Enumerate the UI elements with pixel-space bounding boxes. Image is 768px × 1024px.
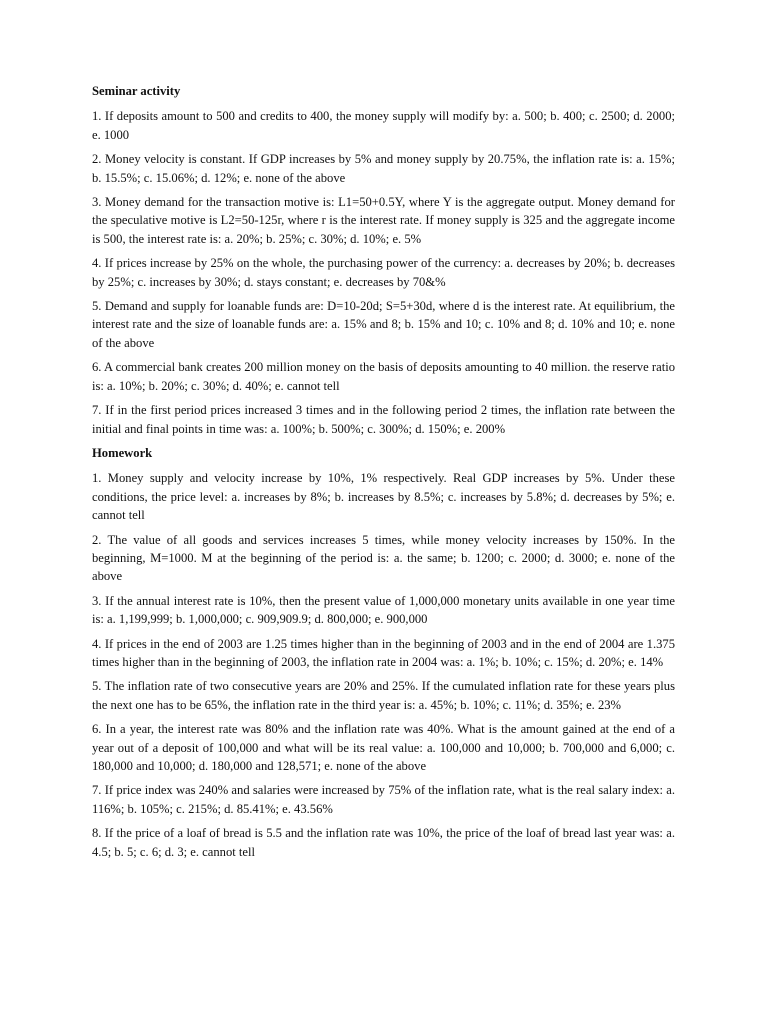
homework-question-7: 7. If price index was 240% and salaries were increased by 75% of the inflation rate, what is the real salary index: a. 116%; b. 105%; c. 215%; d. 85.41%; e. 43.56%: [92, 783, 675, 816]
homework-question-5: 5. The inflation rate of two consecutive years are 20% and 25%. If the cumulated inflation rate for these years plus the next one has to be 65%, the inflation rate in the third year is: a. 45%; b. 10%; c. 11%; d. 35%; e. 23%: [92, 679, 675, 712]
homework-question-6: 6. In a year, the interest rate was 80% and the inflation rate was 40%. What is the amount gained at the end of a year out of a deposit of 100,000 and what will be its real value: a. 100,000 and 10,000; b. 700,000 and 6,000; c. 180,000 and 10,000; d. 180,000 and 128,571; e. none of the above: [92, 722, 675, 773]
seminar-question-list: [92, 107, 675, 438]
seminar-question-3: 3. Money demand for the transaction motive is: L1=50+0.5Y, where Y is the aggregate output. Money demand for the speculative motive is L2=50-125r, where r is the interest rate. If money supply is 325 and the aggregate income is 500, the interest rate is: a. 20%; b. 25%; c. 30%; d. 10%; e. 5%: [92, 195, 675, 246]
homework-question-4: 4. If prices in the end of 2003 are 1.25 times higher than in the beginning of 2003 and in the end of 2004 are 1.375 times higher than in the beginning of 2003, the inflation rate in 2004 was: a. 1%; b. 10%; c. 15%; d. 20%; e. 14%: [92, 636, 675, 669]
section-heading-seminar: Seminar activity: [92, 84, 181, 98]
homework-question-2: 2. The value of all goods and services increases 5 times, while money velocity increases by 150%. In the beginning, M=1000. M at the beginning of the period is: a. the same; b. 1200; c. 2000; d. 3000; e. none of the above: [92, 532, 675, 584]
homework-question-list: [92, 469, 675, 861]
document-page: [92, 82, 675, 867]
seminar-question-4: 4. If prices increase by 25% on the whole, the purchasing power of the currency: a. decreases by 20%; b. decreases by 25%; c. increases by 30%; d. stays constant; e. decreases by 70&%: [92, 256, 675, 289]
seminar-question-7: 7. If in the first period prices increased 3 times and in the following period 2 times, the inflation rate between the initial and final points in time was: a. 100%; b. 500%; c. 300%; d. 150%; e. 200%: [92, 403, 675, 436]
seminar-question-1: 1. If deposits amount to 500 and credits to 400, the money supply will modify by: a. 500; b. 400; c. 2500; d. 2000; e. 1000: [92, 109, 675, 142]
homework-question-8: 8. If the price of a loaf of bread is 5.5 and the inflation rate was 10%, the price of the loaf of bread last year was: a. 4.5; b. 5; c. 6; d. 3; e. cannot tell: [92, 826, 675, 859]
seminar-question-2: 2. Money velocity is constant. If GDP increases by 5% and money supply by 20.75%, the inflation rate is: a. 15%; b. 15.5%; c. 15.06%; d. 12%; e. none of the above: [92, 152, 675, 185]
section-heading-homework: Homework: [92, 445, 153, 460]
homework-question-1: 1. Money supply and velocity increase by 10%, 1% respectively. Real GDP increases by 5%. Under these conditions, the price level: a. increases by 8%; b. increases by 8.5%; c. increases by 5.8%; d. decreases by 5%; e. cannot tell: [92, 471, 675, 523]
seminar-question-5: 5. Demand and supply for loanable funds are: D=10-20d; S=5+30d, where d is the interest rate. At equilibrium, the interest rate and the size of loanable funds are: a. 15% and 8; b. 15% and 10; c. 10% and 8; d. 10% and 10; e. none of the above: [92, 299, 675, 350]
homework-question-3: 3. If the annual interest rate is 10%, then the present value of 1,000,000 monetary units available in one year time is: a. 1,199,999; b. 1,000,000; c. 909,909.9; d. 800,000; e. 900,000: [92, 593, 675, 627]
seminar-question-6: 6. A commercial bank creates 200 million money on the basis of deposits amounting to 40 million. the reserve ratio is: a. 10%; b. 20%; c. 30%; d. 40%; e. cannot tell: [92, 360, 675, 393]
